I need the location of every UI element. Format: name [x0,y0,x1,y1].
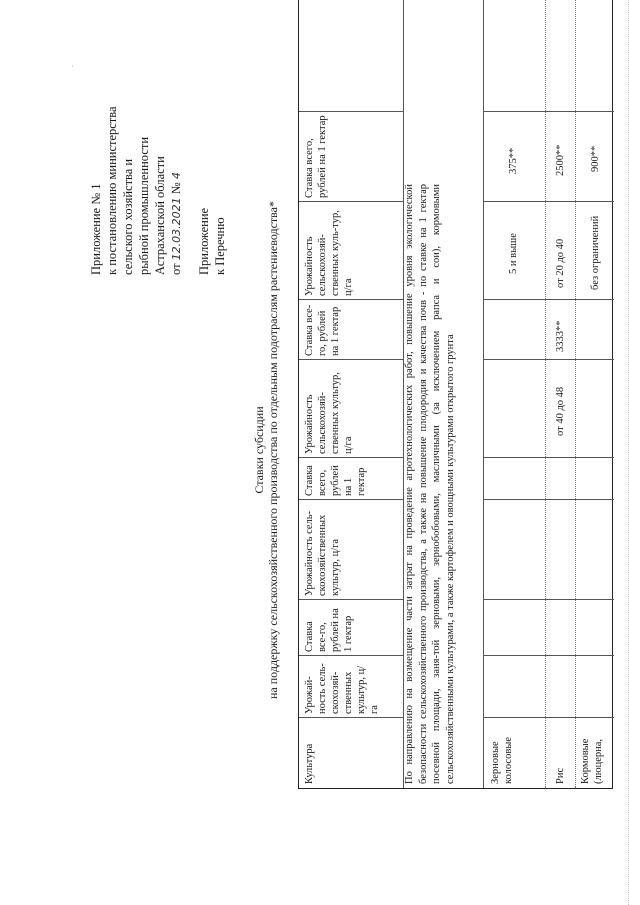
appendix-date-line [168,106,185,275]
row-2-yield-3: от 40 до 48 [555,386,566,436]
appendix-line: сельского хозяйства и [121,158,135,275]
document-title [252,165,280,735]
row-1-rate: 375** [508,147,519,174]
header-rate-2: Ставка всего, рублей на 1 гектар [304,465,367,496]
appendix-header [88,106,185,275]
scan-edge-line [628,0,629,905]
header-rate-4: Ставка всего, рублей на 1 гектар [304,115,328,198]
appendix-sub-line: к Перечню [213,217,227,275]
subsidy-rates-table [298,0,613,789]
row-2-culture: Рис [555,767,566,784]
row-1-yield: 5 и выше [508,233,519,274]
number-prefix: № [169,182,183,195]
title-line-2: на поддержку сельскохозяйственного производства по отдельным подотраслям растениеводства* [266,201,280,699]
header-culture: Культура [304,743,315,784]
number-value: 4 [170,172,183,180]
row-2-rate-3: 3333** [555,320,566,352]
scan-noise-mark: . [66,65,75,67]
date-value: 12.03.2021 [170,197,183,261]
date-prefix: от [169,263,183,275]
appendix-line: к постановлению министерства [105,106,119,275]
appendix-sub-line: Приложение [197,207,211,275]
row-3-rate-4: 900** [590,145,601,172]
header-rate-1: Ставка все-го, рублей на 1 гектар [304,608,354,652]
row-3-yield-4: без ограничений [590,215,601,290]
header-yield-4: Урожайность сельскохозяй-ственных куль-тур, ц/га [304,210,354,296]
row-1-culture: Зерновые колосовые [490,736,514,784]
row-2-rate-4: 2500** [555,144,566,176]
appendix-line: рыбной промышленности [137,136,151,275]
table-description: По направлению на возмещение части затрат на проведение агротехнологических работ, повышение уровня экологической безопасности сельскохозяйственного производства, а также на повышение плодородия и качества почв - по ставке на 1 гектар посевной площади, заня-той зерновыми, зернобобовыми, масличными (за исключением рапса и сои), кормовыми сельскохозяйственными культурами, а также картофелем и овощными культурами открытого грунта [404,184,456,784]
appendix-sub-header [196,208,228,275]
title-line-1: Ставки субсидии [252,406,266,494]
header-yield-1: Урожай-ность сель-скохозяй-ственных культур, ц/га [304,663,380,714]
row-3-culture: Кормовые (люцерна, [580,738,604,784]
header-rate-3: Ставка все-го, рублей на 1 гектар [304,304,341,356]
header-yield-2: Урожайность сель-скохозяйственных культур, ц/га [304,510,341,596]
row-2-yield-4: от 20 до 40 [555,238,566,288]
appendix-line: Приложение № 1 [89,183,103,275]
header-yield-3: Урожайность сельскохозяй-ственных культур, ц/га [304,372,354,454]
appendix-line: Астраханской области [153,156,167,275]
